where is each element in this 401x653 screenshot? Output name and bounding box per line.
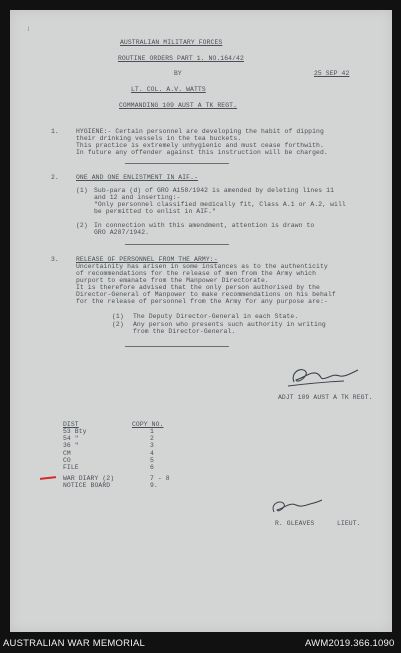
item-line: This practice is extremely unhygienic and must cease forthwith.: [76, 142, 324, 149]
pencil-mark: ʲ: [26, 26, 31, 35]
sub-number: (1): [76, 187, 88, 194]
officer-name: LT. COL. A.V. WATTS: [131, 86, 206, 93]
item-line: Any person who presents such authority in writing: [133, 321, 326, 328]
item-line: their drinking vessels in the tea buckets.: [76, 135, 242, 142]
sub-number: (2): [76, 222, 88, 229]
adjutant-title: ADJT 109 AUST A TK REGT.: [278, 394, 373, 401]
dist-copy: 2: [150, 435, 154, 442]
dist-copy: 1: [150, 428, 154, 435]
item-heading: RELEASE OF PERSONNEL FROM THE ARMY:-: [76, 256, 218, 263]
sub-number: (1): [112, 313, 124, 320]
order-title: ROUTINE ORDERS PART 1. NO.164/42: [118, 55, 244, 62]
item-line: from the Director-General.: [133, 328, 236, 335]
item-line: Sub-para (d) of GRO A158/1942 is amended by deleting lines 11: [94, 187, 335, 194]
item-line: "Only personnel classified medically fit, Class A.1 or A.2, will: [94, 201, 346, 208]
dist-name: 53 Bty: [63, 428, 87, 435]
dist-copy: 6: [150, 464, 154, 471]
archive-footer: [0, 634, 401, 653]
item-line: Uncertainity has arisen in some instances as to the authenticity: [76, 263, 328, 270]
signer-rank: LIEUT.: [337, 520, 361, 527]
item-line: of recommendations for the release of men from the Army which: [76, 270, 317, 277]
adjutant-signature: [284, 362, 366, 390]
item-line: In future any offender against this instruction will be charged.: [76, 149, 328, 156]
footer-source: AUSTRALIAN WAR MEMORIAL: [3, 638, 146, 649]
signer-name: R. GLEAVES: [275, 520, 315, 527]
org-title: AUSTRALIAN MILITARY FORCES: [120, 39, 223, 46]
dist-header: DIST: [63, 421, 79, 428]
item-line: GRO A287/1942.: [94, 229, 150, 236]
dist-copy: 7 - 8: [150, 475, 170, 482]
divider-rule: [125, 163, 229, 164]
sub-number: (2): [112, 321, 124, 328]
item-line: and 12 and inserting:-: [94, 194, 181, 201]
lieutenant-signature: [268, 496, 324, 518]
dist-name: WAR DIARY (2): [63, 475, 115, 482]
item-line: HYGIENE:- Certain personnel are developing the habit of dipping: [76, 128, 324, 135]
item-line: purport to emanate from the Manpower Directorate.: [76, 277, 269, 284]
dist-name: CM: [63, 450, 71, 457]
item-line: Director-General of Manpower to make recommendations on his behalf: [76, 291, 336, 298]
item-line: In connection with this amendment, attention is drawn to: [94, 222, 315, 229]
divider-rule: [125, 346, 229, 347]
order-date: 25 SEP 42: [314, 70, 350, 77]
copy-header: COPY NO.: [132, 421, 164, 428]
dist-copy: 9.: [150, 482, 158, 489]
dist-name: FILE: [63, 464, 79, 471]
dist-name: 54 ": [63, 435, 79, 442]
item-heading: ONE AND ONE ENLISTMENT IN AIF.-: [76, 174, 198, 181]
command-line: COMMANDING 109 AUST A TK REGT.: [119, 102, 238, 109]
item-number: 2.: [51, 174, 59, 181]
dist-copy: 3: [150, 442, 154, 449]
dist-copy: 4: [150, 450, 154, 457]
item-number: 3.: [51, 256, 59, 263]
item-line: It is therefore advised that the only person authorised by the: [76, 284, 320, 291]
footer-accession: AWM2019.366.1090: [305, 638, 395, 649]
dist-copy: 5: [150, 457, 154, 464]
dist-name: NOTICE BOARD: [63, 482, 111, 489]
dist-name: 36 ": [63, 442, 79, 449]
by-label: BY: [174, 70, 182, 77]
item-number: 1.: [51, 128, 59, 135]
item-line: The Deputy Director-General in each State.: [133, 313, 299, 320]
item-line: be permitted to enlist in AIF.": [94, 208, 216, 215]
divider-rule: [125, 244, 229, 245]
dist-name: CO: [63, 457, 71, 464]
item-line: for the release of personnel from the Army for any purpose are:-: [76, 298, 328, 305]
